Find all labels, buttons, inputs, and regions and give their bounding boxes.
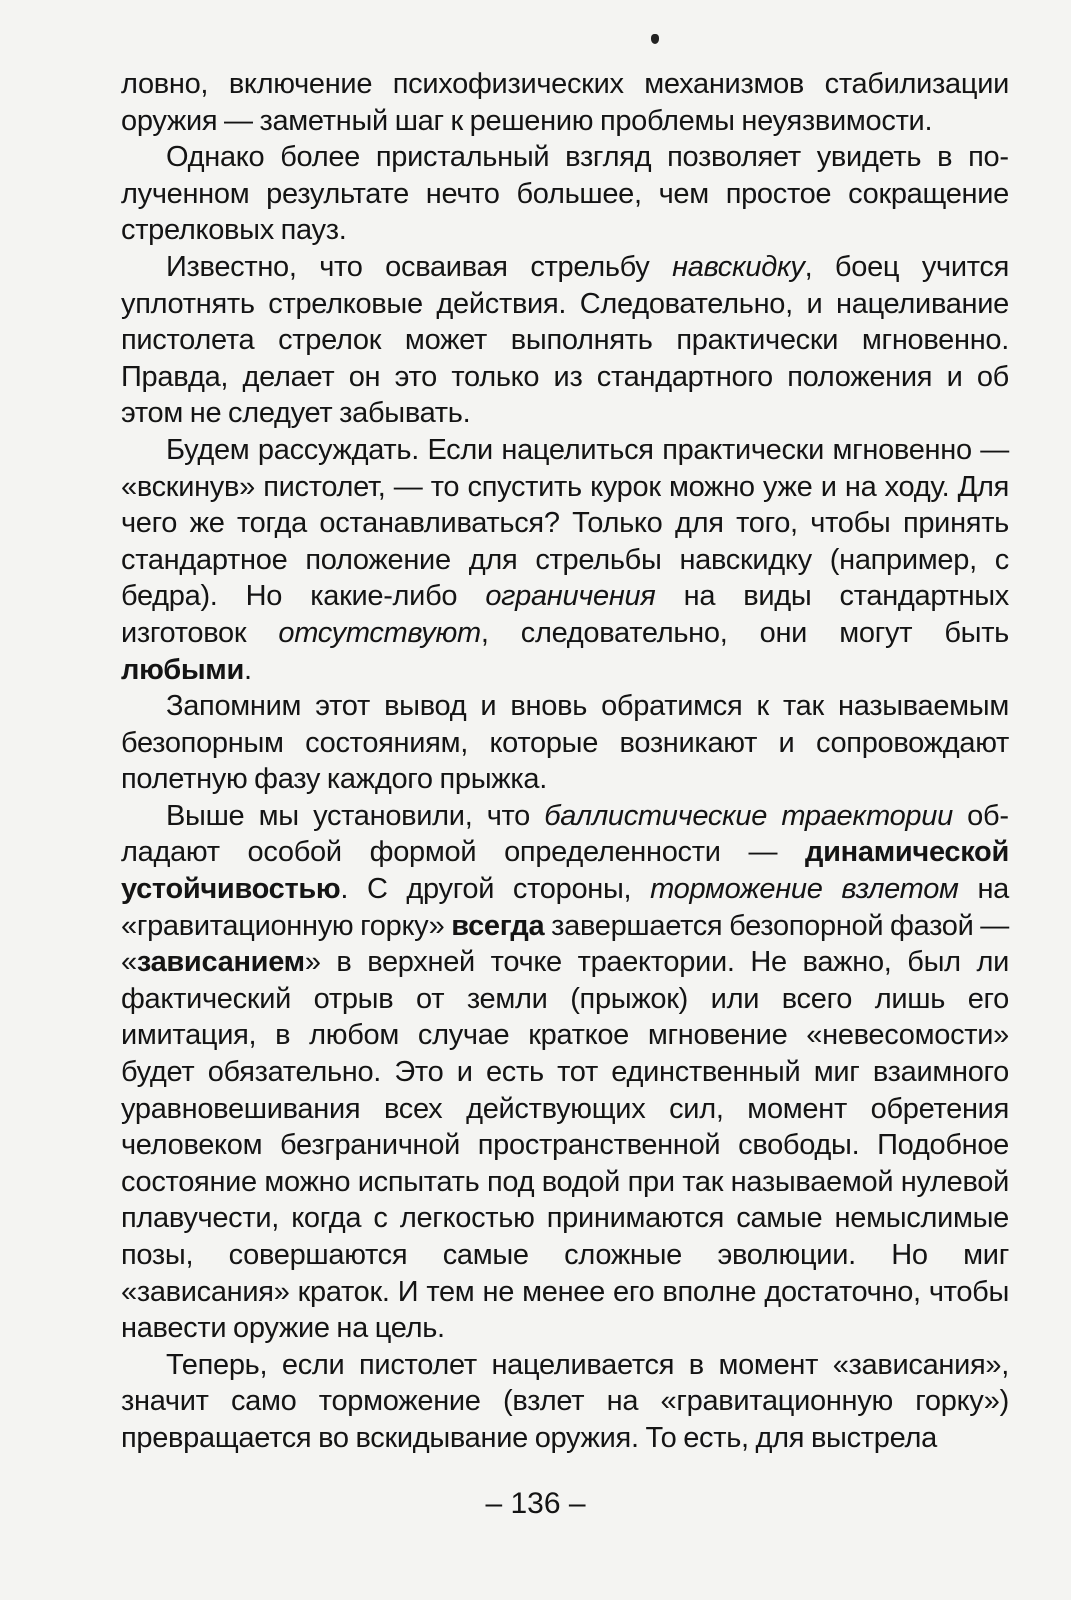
text-run: на «гравитационную горку» [121, 873, 1009, 942]
paragraph [121, 1347, 1009, 1457]
text-run: завершается безопорной фазой — « [121, 909, 1009, 979]
bold-run: зависанием [136, 946, 305, 979]
paragraph [121, 688, 1009, 798]
text-run: обладают особой формой определенности — [121, 799, 1009, 869]
bold-run: любыми [121, 653, 244, 686]
italic-run: отсутствуют [278, 616, 481, 649]
text-run: , боец учится уплотнять стрелковые действия. Следовательно, и нацеливание пистолета стрелок может выполнять практически мгновенно. Правда, делает он это только из стандартного положения и об этом не следует забывать. [121, 250, 1009, 430]
paragraph [121, 432, 1009, 688]
italic-run: торможение взлетом [650, 873, 959, 906]
text-run: Будем рассуждать. Если нацелиться практически мгновенно — «вскинув» пистолет, — то спустить курок можно уже и на ходу. Для чего же тогда останавливаться? Только для того, чтобы принять стандартное положение для стрельбы навскидку (например, с бедра). Но какие-либо [121, 433, 1009, 613]
print-mark [651, 34, 659, 44]
paragraph [121, 798, 1009, 1347]
paragraph [121, 66, 1009, 139]
text-run: на виды стандартных изготовок [121, 580, 1009, 649]
text-run: Известно, что осваивая стрельбу [166, 250, 673, 283]
italic-run: баллистические траектории [544, 799, 953, 832]
bold-run: всегда [451, 909, 545, 942]
italic-run: ограничения [485, 580, 656, 613]
text-run: . [243, 653, 252, 686]
page-number: – 136 – [485, 1487, 586, 1520]
text-run: Выше мы установили, что [166, 799, 545, 832]
paragraph [121, 249, 1009, 432]
text-run: Запомним этот вывод и вновь обратимся к так называемым безопорным состояниям, которые возникают и сопровождают полетную фазу каждого прыжка. [121, 690, 1009, 796]
text-run: , следовательно, они могут быть [480, 616, 1009, 649]
body-text [121, 66, 1009, 1457]
italic-run: навскидку [672, 250, 805, 283]
text-run: ловно, включение психофизических механизмов стабилизации оружия — заметный шаг к решению проблемы неуязвимости. [121, 68, 1009, 137]
bold-run: динамической устойчивостью [121, 836, 1009, 906]
text-run: Однако более пристальный взгляд позволяет увидеть в полученном результате нечто большее, чем простое сокращение стрелковых пауз. [121, 141, 1009, 247]
text-run: . С другой стороны, [340, 873, 651, 906]
text-run: » в верхней точке траектории. Не важно, был ли фактический отрыв от земли (прыжок) или всего лишь его имитация, в любом случае краткое мгновение «невесомости» будет обязательно. Это и есть тот единственный миг взаимного уравновешивания всех действующих сил, момент обретения человеком безграничной пространственной свободы. Подобное состояние можно испытать под водой при так называемой нулевой плавучести, когда с легкостью принимаются самые немыслимые позы, совершаются самые сложные эволюции. Но миг «зависания» краток. И тем не менее его вполне достаточно, чтобы навести оружие на цель. [121, 946, 1009, 1345]
paragraph [121, 139, 1009, 249]
text-run: Теперь, если пистолет нацеливается в момент «зависания», значит само торможение (взлет на «гравитационную горку») превращается во вскидывание оружия. То есть, для выстрела [121, 1348, 1009, 1454]
